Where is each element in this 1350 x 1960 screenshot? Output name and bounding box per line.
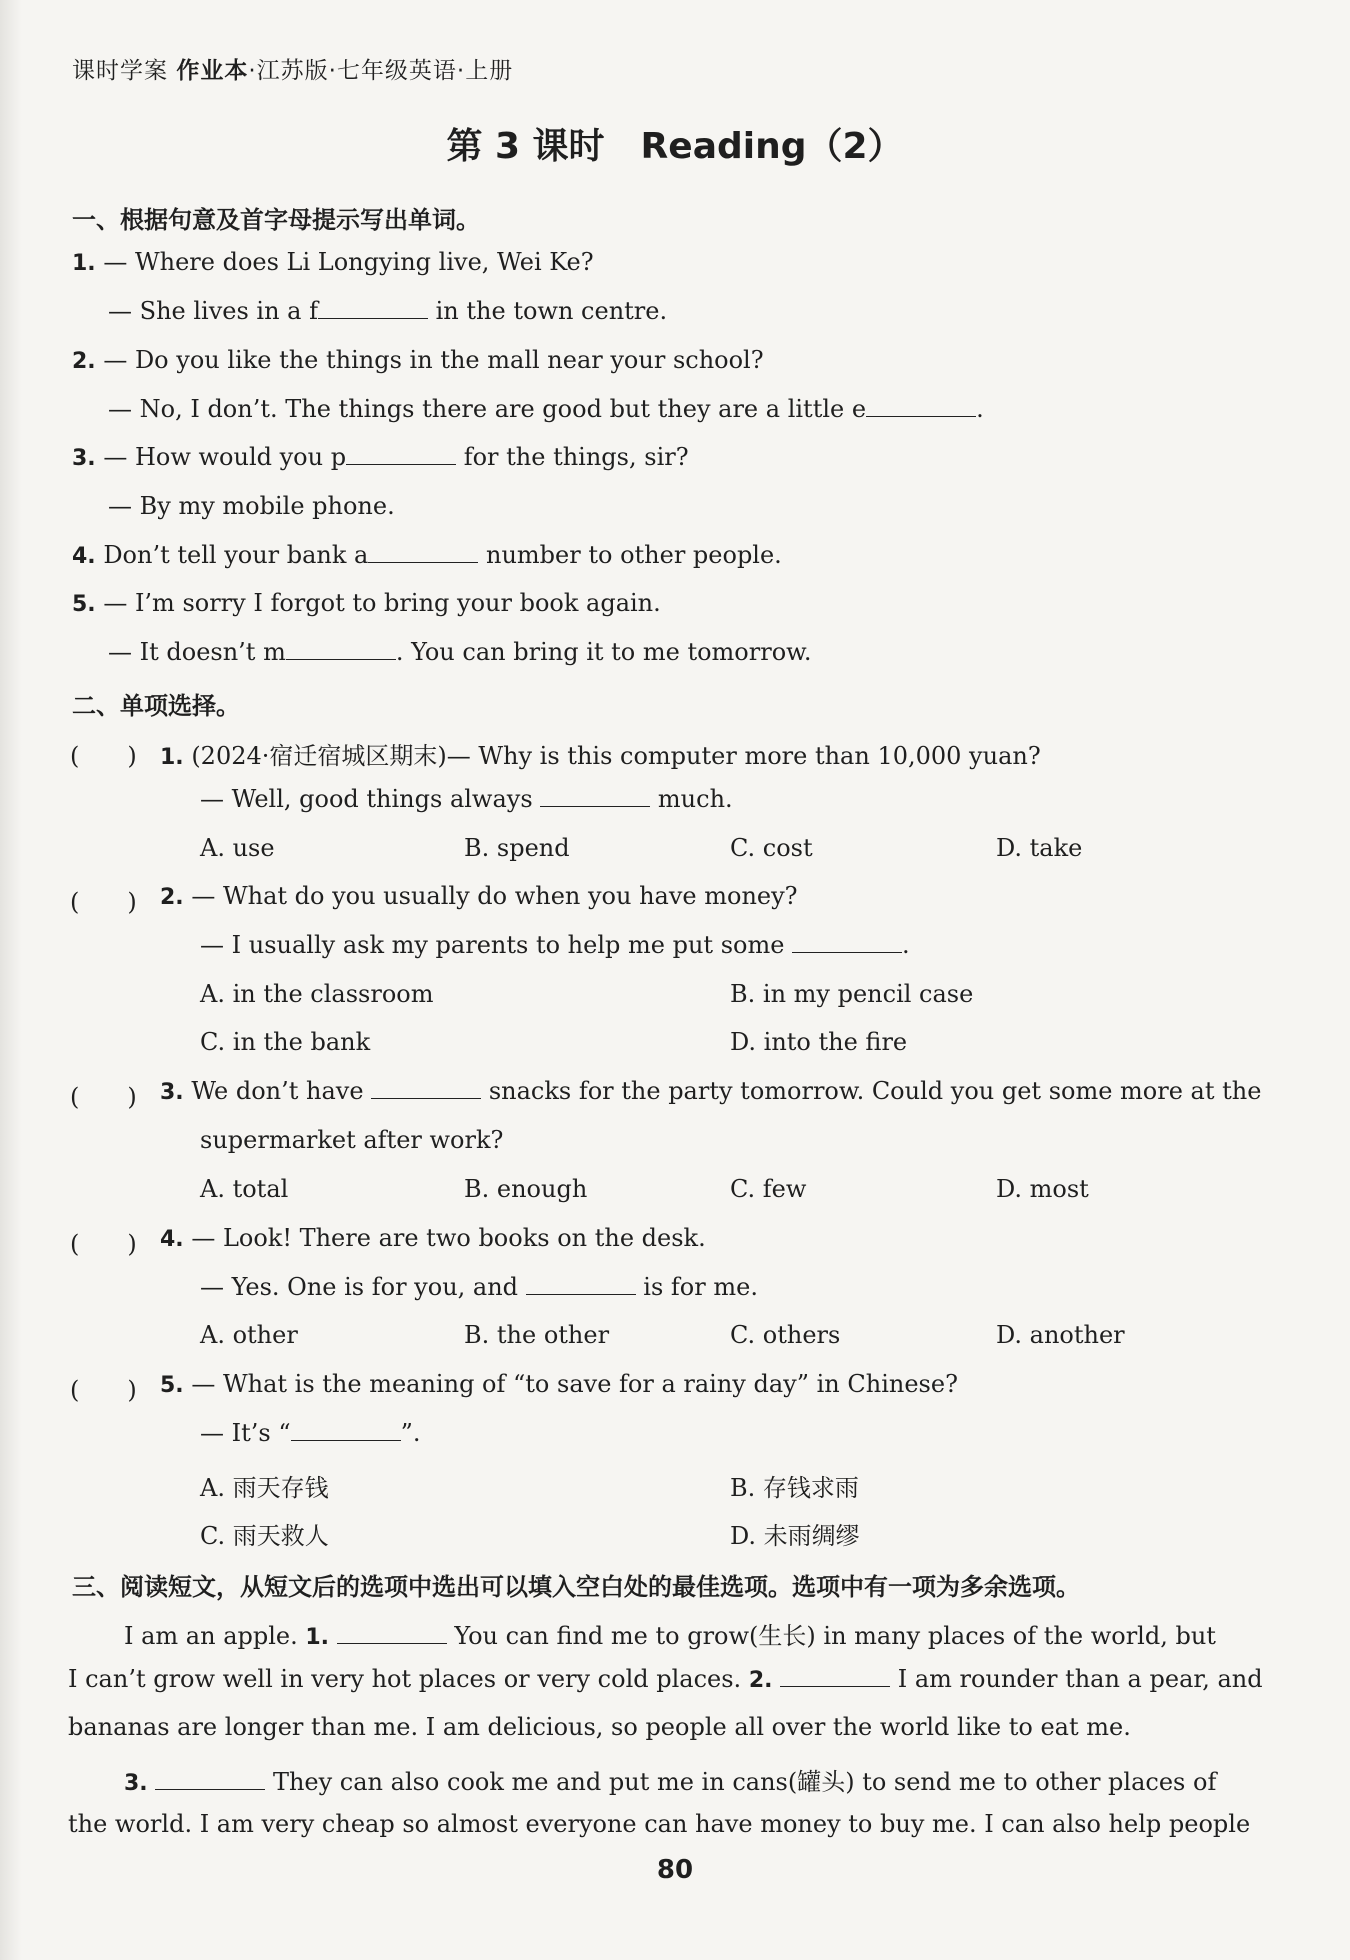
- q5-option-b[interactable]: B. 存钱求雨: [730, 1474, 859, 1502]
- q1-option-a[interactable]: A. use: [200, 834, 275, 862]
- passage-text: I am an apple.: [124, 1622, 306, 1650]
- item-number: 5.: [72, 592, 96, 617]
- passage-text: I can’t grow well in very hot places or very cold places.: [68, 1665, 749, 1693]
- q2-option-d[interactable]: D. into the fire: [730, 1028, 908, 1056]
- q4-option-c[interactable]: C. others: [730, 1321, 841, 1349]
- q5-line1: [160, 1370, 958, 1398]
- item-text: — Where does Li Longying live, Wei Ke?: [103, 248, 594, 276]
- answer-blank[interactable]: [346, 444, 456, 465]
- q3-option-c[interactable]: C. few: [730, 1175, 807, 1203]
- passage-text: I am rounder than a pear, and: [890, 1665, 1263, 1693]
- question-text: .: [902, 931, 910, 959]
- item-number: 2.: [72, 349, 96, 374]
- item-text: . You can bring it to me tomorrow.: [395, 638, 812, 666]
- answer-blank[interactable]: [792, 932, 902, 953]
- q2-line1: [160, 882, 798, 910]
- item-text: — How would you p: [103, 443, 347, 471]
- answer-blank[interactable]: [866, 396, 976, 417]
- page-edge-shadow: [0, 0, 22, 1960]
- item-number: 1.: [72, 251, 96, 276]
- item-text: — It doesn’t m: [108, 638, 286, 666]
- answer-blank[interactable]: [155, 1769, 265, 1790]
- s1-item2-line2: [108, 395, 984, 423]
- passage-line4: [124, 1762, 1216, 1797]
- question-number: 4.: [160, 1227, 184, 1252]
- q5-option-c[interactable]: C. 雨天救人: [200, 1522, 329, 1550]
- question-text: — What is the meaning of “to save for a rainy day” in Chinese?: [191, 1370, 958, 1398]
- q4-line2: [200, 1273, 758, 1301]
- s1-item3-line2: — By my mobile phone.: [108, 492, 395, 520]
- passage-line1: [124, 1616, 1216, 1651]
- passage-line3: bananas are longer than me. I am delicious, so people all over the world like to eat me.: [68, 1713, 1131, 1741]
- q4-option-d[interactable]: D. another: [996, 1321, 1125, 1349]
- s1-item2-line1: [72, 346, 764, 374]
- item-text: — She lives in a f: [108, 297, 318, 325]
- q2-option-b[interactable]: B. in my pencil case: [730, 980, 974, 1008]
- question-number: 1.: [160, 745, 184, 770]
- section3-heading: 三、阅读短文，从短文后的选项中选出可以填入空白处的最佳选项。选项中有一项为多余选项。: [72, 1573, 1080, 1601]
- q2-option-c[interactable]: C. in the bank: [200, 1028, 371, 1056]
- book-header: [72, 52, 513, 85]
- passage-line5: the world. I am very cheap so almost everyone can have money to buy me. I can also help people: [68, 1810, 1251, 1838]
- s1-item4-line1: [72, 541, 782, 569]
- q4-option-b[interactable]: B. the other: [464, 1321, 610, 1349]
- s1-item5-line1: [72, 589, 661, 617]
- q5-option-a[interactable]: A. 雨天存钱: [200, 1474, 329, 1502]
- question-text: — Look! There are two books on the desk.: [191, 1224, 706, 1252]
- page-number: 80: [656, 1855, 694, 1885]
- item-text: .: [976, 395, 984, 423]
- s1-item3-line1: [72, 443, 689, 471]
- passage-text: They can also cook me and put me in cans(罐头) to send me to other places of: [265, 1768, 1217, 1796]
- answer-blank[interactable]: [286, 639, 396, 660]
- question-text: ”.: [400, 1419, 421, 1447]
- q2-line2: [200, 931, 910, 959]
- s1-item5-line2: [108, 638, 811, 666]
- question-number: 5.: [160, 1373, 184, 1398]
- item-text: — No, I don’t. The things there are good but they are a little e: [108, 395, 867, 423]
- blank-number: 3.: [124, 1771, 148, 1796]
- answer-blank[interactable]: [291, 1420, 401, 1441]
- section2-heading: 二、单项选择。: [72, 692, 240, 720]
- q4-option-a[interactable]: A. other: [200, 1321, 298, 1349]
- question-text: — Well, good things always: [200, 785, 541, 813]
- passage-line2: [68, 1665, 1263, 1693]
- question-text: — I usually ask my parents to help me put some: [200, 931, 793, 959]
- item-text: number to other people.: [478, 541, 782, 569]
- q3-option-d[interactable]: D. most: [996, 1175, 1089, 1203]
- question-text: — It’s “: [200, 1419, 291, 1447]
- s1-item1-line1: [72, 248, 594, 276]
- question-text: much.: [650, 785, 733, 813]
- q1-line2: [200, 785, 733, 813]
- answer-blank[interactable]: [318, 298, 428, 319]
- question-text: is for me.: [635, 1273, 758, 1301]
- item-text: — I’m sorry I forgot to bring your book again.: [103, 589, 661, 617]
- q1-line1: [160, 736, 1041, 771]
- q5-line2: [200, 1419, 421, 1447]
- s1-item1-line2: [108, 297, 667, 325]
- blank-number: 1.: [305, 1625, 330, 1650]
- question-text: — Yes. One is for you, and: [200, 1273, 526, 1301]
- answer-blank[interactable]: [780, 1666, 890, 1687]
- q1-option-d[interactable]: D. take: [996, 834, 1083, 862]
- blank-number: 2.: [748, 1668, 773, 1693]
- question-text: snacks for the party tomorrow. Could you get some more at the: [481, 1077, 1262, 1105]
- lesson-title: 第 3 课时 Reading（2）: [446, 126, 904, 167]
- header-brand-bold: 作业本: [176, 58, 249, 84]
- answer-paren[interactable]: ( ): [70, 1376, 137, 1404]
- q4-line1: [160, 1224, 706, 1252]
- answer-blank[interactable]: [337, 1623, 447, 1644]
- answer-paren[interactable]: ( ): [70, 1083, 137, 1111]
- item-text: — Do you like the things in the mall near your school?: [103, 346, 764, 374]
- q3-option-a[interactable]: A. total: [200, 1175, 289, 1203]
- q3-line2: supermarket after work?: [200, 1126, 504, 1154]
- passage-text: You can find me to grow(生长) in many places of the world, but: [446, 1622, 1216, 1650]
- item-number: 3.: [72, 446, 96, 471]
- question-text: (2024·宿迁宿城区期末)— Why is this computer more than 10,000 yuan?: [191, 742, 1041, 770]
- answer-blank[interactable]: [540, 786, 650, 807]
- item-text: in the town centre.: [428, 297, 668, 325]
- section1-heading: 一、根据句意及首字母提示写出单词。: [72, 206, 480, 234]
- q5-option-d[interactable]: D. 未雨绸缪: [730, 1522, 860, 1550]
- question-text: — What do you usually do when you have money?: [191, 882, 798, 910]
- answer-paren[interactable]: ( ): [70, 1230, 137, 1258]
- answer-blank[interactable]: [526, 1274, 636, 1295]
- item-number: 4.: [72, 544, 96, 569]
- question-number: 2.: [160, 885, 184, 910]
- item-text: Don’t tell your bank a: [103, 541, 369, 569]
- question-number: 3.: [160, 1080, 184, 1105]
- answer-blank[interactable]: [371, 1078, 481, 1099]
- q3-line1: [160, 1077, 1261, 1105]
- q3-option-b[interactable]: B. enough: [464, 1175, 588, 1203]
- q2-option-a[interactable]: A. in the classroom: [200, 980, 434, 1008]
- q1-option-c[interactable]: C. cost: [730, 834, 813, 862]
- q1-option-b[interactable]: B. spend: [464, 834, 570, 862]
- header-info: ·江苏版·七年级英语·上册: [248, 58, 514, 84]
- item-text: for the things, sir?: [456, 443, 689, 471]
- answer-paren[interactable]: ( ): [70, 742, 137, 770]
- answer-blank[interactable]: [368, 542, 478, 563]
- answer-paren[interactable]: ( ): [70, 888, 137, 916]
- header-brand: 课时学案: [72, 58, 177, 84]
- question-text: We don’t have: [191, 1077, 372, 1105]
